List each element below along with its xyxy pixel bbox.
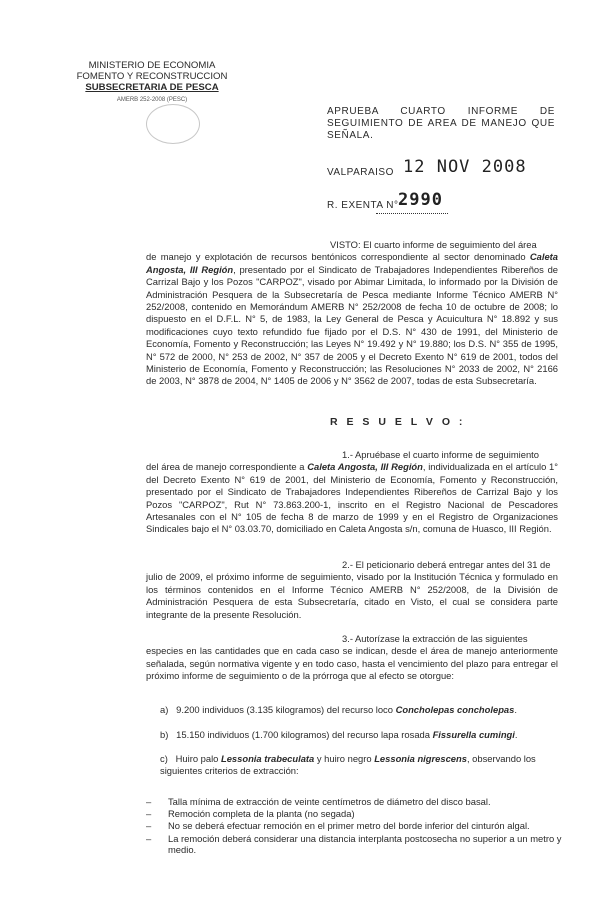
list-item-a xyxy=(160,704,517,716)
bullet-text: No se deberá efectuar remoción en el primer metro del borde inferior del cinturón algal. xyxy=(168,820,530,831)
resolution-title: APRUEBA CUARTO INFORME DE SEGUIMIENTO DE AREA DE MANEJO QUE SEÑALA. xyxy=(327,106,555,141)
item-letter: a) xyxy=(160,704,169,715)
item-end: . xyxy=(514,729,518,740)
list-item-b xyxy=(160,729,518,741)
resuelvo-1 xyxy=(146,449,558,536)
bullet-dash: – xyxy=(146,833,152,844)
bullet-text: La remoción deberá considerar una distancia interplanta postcosecha no superior a un metro y medio. xyxy=(168,833,562,856)
resuelvo-1-text: del área de manejo correspondiente a xyxy=(146,461,305,473)
list-item-c xyxy=(160,753,560,778)
resuelvo-1-text-2: , individualizada en el artículo 1° del Decreto Exento N° 619 de 2001, del Ministerio de Economía, Fomento y Reconstrucción, presentado por el Sindicato de Trabajadores Independientes Ribereños de Carrizal Bajo y los Pozos "CARPOZ", Rut N° 73.863.200-1, inscrito en el Registro Nacional de Pescadores Artesanales con el N° 105 de fecha 8 de marzo de 1999 y en el Registro de Organizaciones Sindicales bajo el N° 03.03.70, domiciliado en Caleta Angosta s/n, comuna de Huasco, III Región. xyxy=(146,461,559,535)
visto-text-2: , presentado por el Sindicato de Trabajadores Independientes Ribereños xyxy=(233,263,544,275)
visto-caleta-name: Angosta, III Región xyxy=(146,263,234,275)
resuelvo-1-lead: 1.- Apruébase el cuarto informe de seguimiento xyxy=(342,449,539,460)
item-letter: b) xyxy=(160,729,169,740)
item-text: 15.150 individuos (1.700 kilogramos) del recurso lapa rosada xyxy=(176,729,430,740)
resuelvo-2-lead: 2.- El peticionario deberá entregar antes del 31 de xyxy=(342,559,551,570)
visto-text-1: de manejo y explotación de recursos bentónicos correspondiente al sector denominado xyxy=(146,251,526,263)
header-subsecretaria: SUBSECRETARIA DE PESCA xyxy=(85,82,219,93)
item-text-mid: y huiro negro xyxy=(316,753,372,764)
resolution-underline xyxy=(376,213,448,214)
item-text: Huiro palo xyxy=(175,753,219,764)
item-end: , observando los siguientes criterios de extracción: xyxy=(160,753,536,777)
date-stamp: 12 NOV 2008 xyxy=(403,157,527,177)
resuelvo-heading: R E S U E L V O : xyxy=(330,416,466,428)
bullet-dash: – xyxy=(146,796,152,807)
stamp-icon xyxy=(146,104,200,144)
item-species-2: Lessonia nigrescens xyxy=(374,753,467,764)
header-reference: AMERB 252-2008 (PESC) xyxy=(116,97,188,103)
bullet-text: Talla mínima de extracción de veinte centímetros de diámetro del disco basal. xyxy=(168,796,491,807)
bullet-text: Remoción completa de la planta (no segada) xyxy=(168,808,355,819)
visto-line-1: VISTO: El cuarto informe de seguimiento del área xyxy=(330,239,537,250)
resuelvo-2-body: julio de 2009, el próximo informe de seguimiento, visado por la Institución Técnica y formulado en los términos contenidos en el Informe Técnico AMERB N° 252/2008, de la División de Administración Pesquera de esta Subsecretaría, citado en Visto, el cual se considera parte integrante de la presente Resolución. xyxy=(146,571,558,620)
resuelvo-3 xyxy=(146,633,558,683)
visto-paragraph xyxy=(146,239,558,388)
place-label: VALPARAISO xyxy=(327,167,394,178)
item-species: Lessonia trabeculata xyxy=(220,753,315,764)
item-text: 9.200 individuos (3.135 kilogramos) del recurso loco xyxy=(176,704,393,715)
item-letter: c) xyxy=(160,753,168,764)
visto-caleta: Caleta xyxy=(529,251,558,263)
item-end: . xyxy=(514,704,517,715)
resuelvo-2 xyxy=(146,559,558,621)
item-species: Fissurella cumingi xyxy=(432,729,515,740)
visto-body xyxy=(146,251,558,387)
resuelvo-3-lead: 3.- Autorízase la extracción de las siguientes xyxy=(342,633,528,644)
bullet-dash: – xyxy=(146,808,152,819)
resuelvo-1-body xyxy=(146,461,558,535)
resolution-number: 2990 xyxy=(398,190,443,210)
header-ministry-2: FOMENTO Y RECONSTRUCCION xyxy=(76,71,228,82)
resuelvo-1-caleta: Caleta Angosta, III Región xyxy=(307,461,423,473)
resuelvo-3-body: especies en las cantidades que en cada caso se indican, desde el área de manejo anteriormente señalada, según normativa vigente y en todo caso, hasta el vencimiento del plazo para entregar el próximo informe de seguimiento o de la prórroga que al efecto se otorgue: xyxy=(146,645,558,682)
item-species: Concholepas concholepas xyxy=(395,704,515,715)
bullet-dash: – xyxy=(146,820,152,831)
visto-text-3: de Carrizal Bajo y los Pozos "CARPOZ", visado por Abimar Limitada, lo informado por la División de Administración Pesquera de la Subsecretaría de Pesca mediante Informe Técnico AMERB N° 252/2008, contenido en Memorándum AMERB N° 252/2008 de fecha 10 de octubre de 2008; lo dispuesto en el D.F.L. N° 5, de 1983, la Ley General de Pesca y Acuicultura N° 18.892 y sus modificaciones cuyo texto refundido fue fijado por el D.S. N° 430 de 1991, del Ministerio de Economía, Fomento y Reconstrucción; las Leyes N° 19.492 y N° 19.880; los D.S. N° 355 de 1995, N° 572 de 2000, N° 253 de 2002, N° 357 de 2005 y el Decreto Exento N° 619 de 2001, todos del Ministerio de Economía, Fomento y Reconstrucción; las Resoluciones N° 2033 de 2002, N° 2166 de 2003, N° 3878 de 2004, N° 1405 de 2006 y N° 3562 de 2007, todas de esta Subsecretaría. xyxy=(146,263,558,387)
resolution-label: R. EXENTA N° xyxy=(327,200,399,211)
header-ministry: MINISTERIO DE ECONOMIA xyxy=(88,60,216,71)
